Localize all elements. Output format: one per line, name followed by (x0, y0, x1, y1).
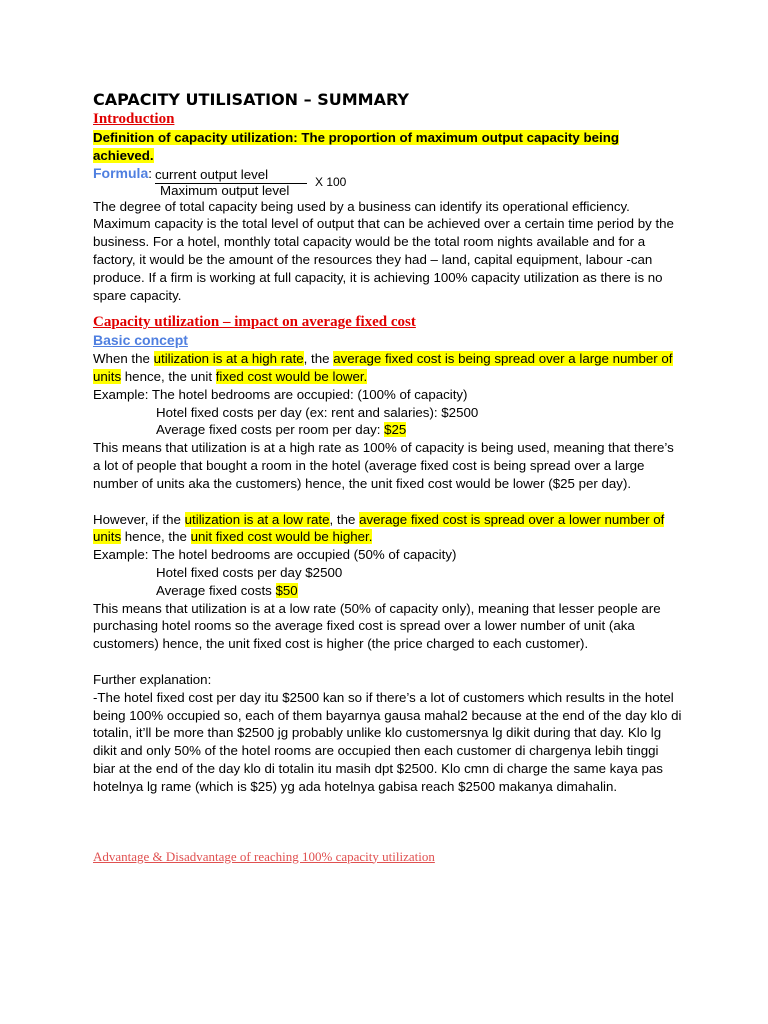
high-rate-average: Average fixed costs per room per day: $25 (156, 422, 407, 438)
formula-multiplier: X 100 (315, 174, 347, 189)
high-rate-value: $25 (384, 422, 407, 438)
basic-concept-heading: Basic concept (93, 332, 188, 349)
high-rate-explanation: This means that utilization is at a high rate as 100% of capacity is being used, meaning that there’s a lot of people that bought a room in the hotel (average fixed cost is being spread over a large number of units aka the customers) hence, the unit fixed cost would be lower ($25 per day). (93, 440, 674, 491)
low-rate-average: Average fixed costs $50 (156, 582, 298, 598)
formula-label: Formula (93, 164, 149, 181)
high-rate-fixed-costs: Hotel fixed costs per day (ex: rent and salaries): $2500 (156, 404, 479, 420)
document-content (93, 89, 683, 865)
low-rate-example: Example: The hotel bedrooms are occupied (50% of capacity) (93, 547, 457, 563)
further-explanation-text: -The hotel fixed cost per day itu $2500 kan so if there’s a lot of customers which results in the hotel being 100% occupied so, each of them bayarnya gausa mahal2 because at the end of the day klo di totalin, it’ll be more than $2500 jg probably unlike klo customersnya lg dikit during that day. Klo lg dikit and only 50% of the hotel rooms are occupied then each customer di chargenya lebih tinggi biar at the end of the day klo di totalin itu masih dpt $2500. Klo cmn di charge the same kaya pas hotelnya lg rame (which is $25) yg ada hotelnya gabisa reach $2500 makanya dimahalin. (93, 689, 682, 794)
introduction-heading: Introduction (93, 111, 175, 127)
advantage-heading: Advantage & Disadvantage of reaching 100% capacity utilization (93, 848, 435, 864)
formula-numerator: current output level (155, 166, 307, 185)
formula-colon: : (148, 165, 152, 181)
formula-block (93, 165, 683, 198)
high-rate-example: Example: The hotel bedrooms are occupied: (100% of capacity) (93, 386, 468, 402)
formula-denominator: Maximum output level (160, 182, 290, 198)
low-rate-explanation: This means that utilization is at a low rate (50% of capacity only), meaning that lesser people are purchasing hotel rooms so the average fixed cost is spread over a lower number of unit (aka customers) hence, the unit fixed cost is higher (the price charged to each customer). (93, 600, 661, 652)
low-rate-statement: However, if the utilization is at a low rate, the average fixed cost is spread over a lower number of units hence, the unit fixed cost would be higher. (93, 511, 665, 545)
introduction-paragraph: The degree of total capacity being used by a business can identify its operational efficiency. Maximum capacity is the total level of output that can be achieved over a certain time period by the business. For a hotel, monthly total capacity would be the total room nights available and for a factory, it would be the amount of the resources they had – land, capital equipment, labour -can produce. If a firm is working at full capacity, it is achieving 100% capacity utilization as there is no spare capacity. (93, 198, 674, 303)
page-title: CAPACITY UTILISATION – SUMMARY (93, 90, 409, 109)
high-rate-statement: When the utilization is at a high rate, the average fixed cost is being spread over a large number of units hence, the unit fixed cost would be lower. (93, 351, 673, 384)
low-rate-fixed-costs: Hotel fixed costs per day $2500 (156, 564, 343, 580)
further-explanation-heading: Further explanation: (93, 671, 212, 687)
impact-heading: Capacity utilization – impact on average fixed cost (93, 314, 416, 331)
formula-label-wrap (93, 165, 152, 183)
low-rate-value: $50 (275, 582, 298, 598)
definition-text: Definition of capacity utilization: The proportion of maximum output capacity being achieved. (93, 130, 619, 163)
